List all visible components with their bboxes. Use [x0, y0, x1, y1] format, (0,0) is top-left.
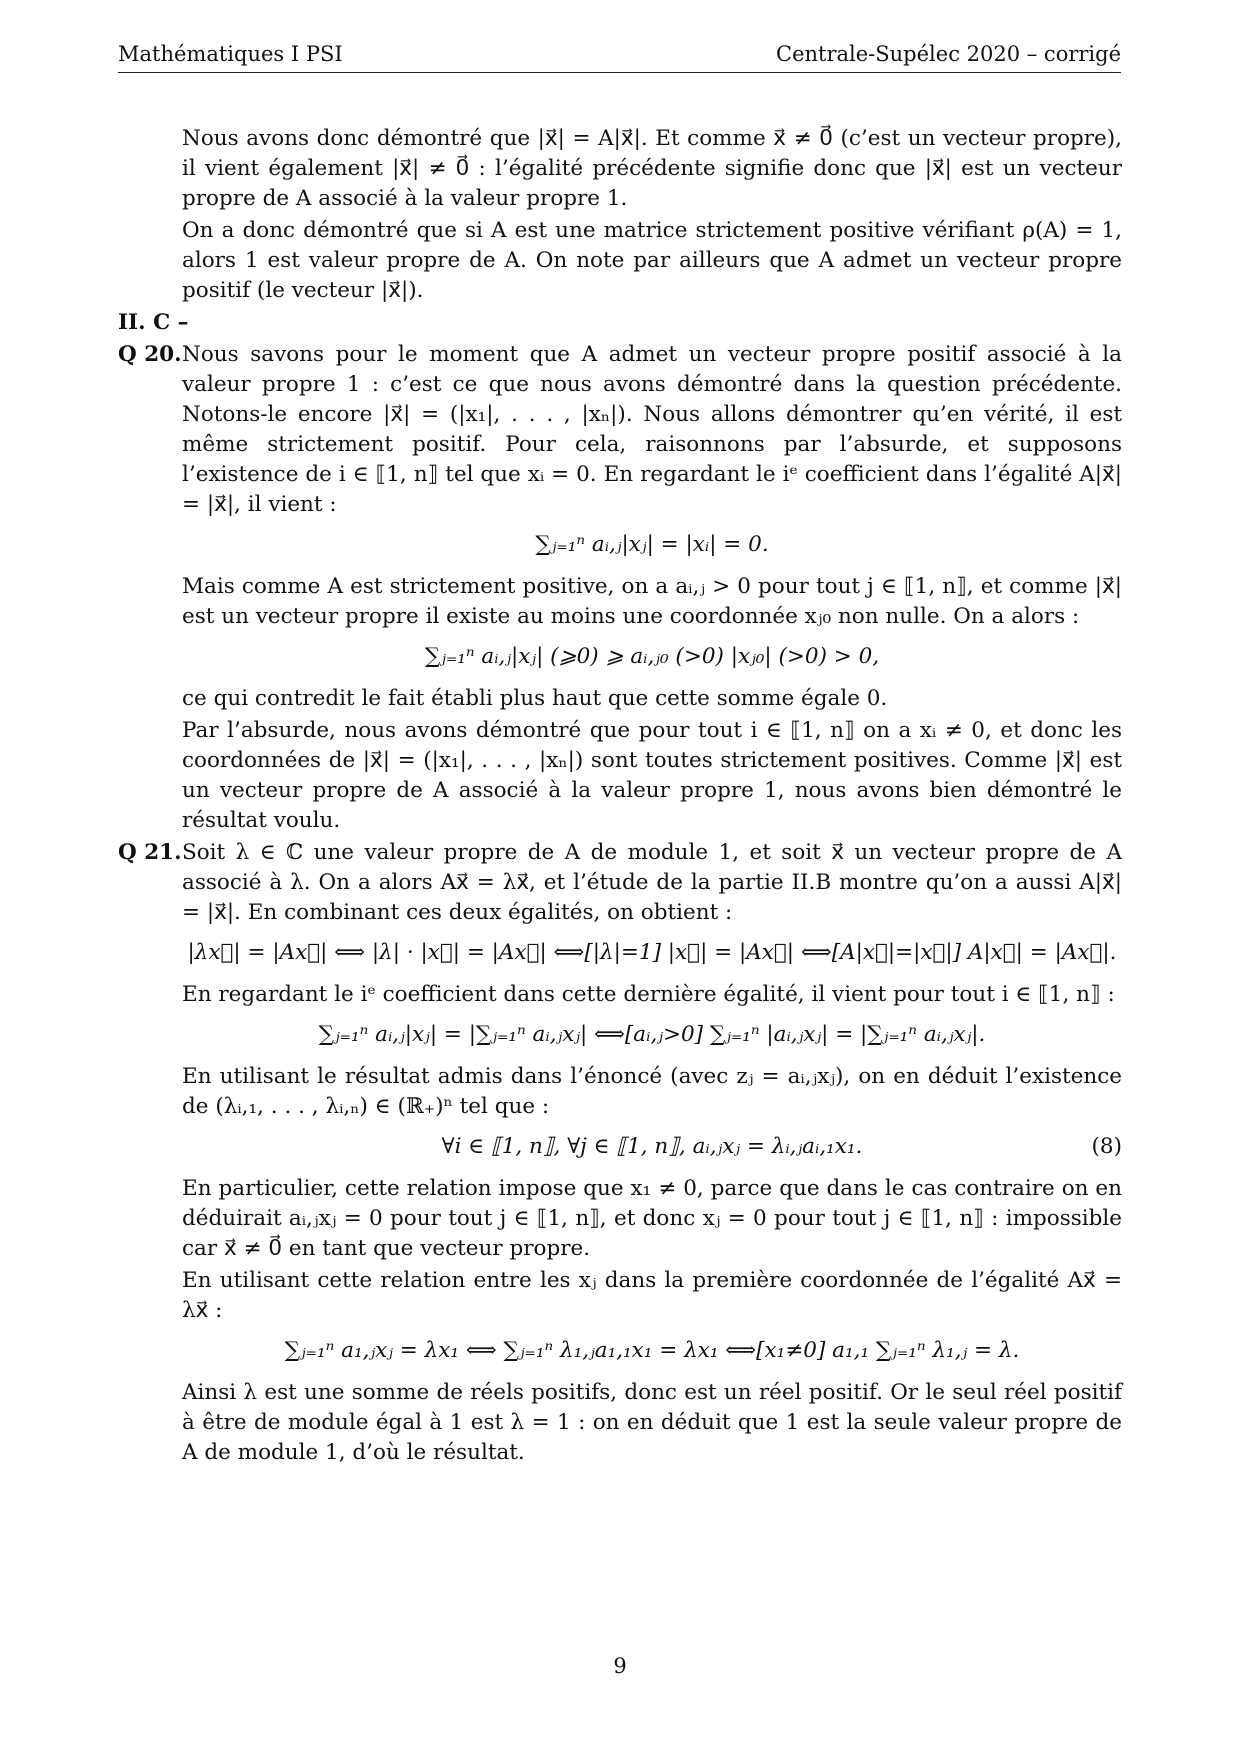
intro-paragraph-1: Nous avons donc démontré que |x⃗| = A|x⃗|. Et comme x⃗ ≠ 0⃗ (c’est un vecteur propre), il vient également |x⃗| ≠ 0⃗ : l’égalité précédente signifie donc que |x⃗| est un vecteur propre de A associé à la valeur propre 1.	[182, 126, 1122, 211]
q20-equation-1: ∑ⱼ₌₁ⁿ aᵢ,ⱼ|xⱼ| = |xᵢ| = 0.	[535, 532, 769, 557]
question-20	[118, 340, 1122, 836]
question-21-label: Q 21.	[118, 840, 182, 865]
q20-equation-2: ∑ⱼ₌₁ⁿ aᵢ,ⱼ|xⱼ| (⩾0) ⩾ aᵢ,ⱼ₀ (>0) |xⱼ₀| (>0) > 0,	[424, 644, 880, 669]
intro-paragraph-2: On a donc démontré que si A est une matrice strictement positive vérifiant ρ(A) = 1, alors 1 est valeur propre de A. On note par ailleurs que A admet un vecteur propre positif (le vecteur |x⃗|).	[182, 218, 1122, 303]
section-heading: II. C –	[118, 310, 189, 335]
q21-paragraph-6: Ainsi λ est une somme de réels positifs, donc est un réel positif. Or le seul réel positif à être de module égal à 1 est λ = 1 : on en déduit que 1 est la seule valeur propre de A de module 1, d’où le résultat.	[182, 1380, 1122, 1465]
q21-equation-3-body: ∀i ∈ ⟦1, n⟧, ∀j ∈ ⟦1, n⟧, aᵢ,ⱼxⱼ = λᵢ,ⱼaᵢ,₁x₁.	[441, 1134, 863, 1159]
q20-paragraph-2: Mais comme A est strictement positive, on a aᵢ,ⱼ > 0 pour tout j ∈ ⟦1, n⟧, et comme |x⃗| est un vecteur propre il existe au moins une coordonnée xⱼ₀ non nulle. On a alors :	[182, 574, 1122, 629]
q21-equation-4: ∑ⱼ₌₁ⁿ a₁,ⱼxⱼ = λx₁ ⟺ ∑ⱼ₌₁ⁿ λ₁,ⱼa₁,₁x₁ = λx₁ ⟺[x₁≠0] a₁,₁ ∑ⱼ₌₁ⁿ λ₁,ⱼ = λ.	[284, 1338, 1020, 1363]
header-course: Mathématiques I PSI	[118, 42, 343, 66]
q21-paragraph-4: En particulier, cette relation impose que x₁ ≠ 0, parce que dans le cas contraire on en déduirait aᵢ,ⱼxⱼ = 0 pour tout j ∈ ⟦1, n⟧, et donc xⱼ = 0 pour tout j ∈ ⟦1, n⟧ : impossible car x⃗ ≠ 0⃗ en tant que vecteur propre.	[182, 1176, 1122, 1261]
q20-paragraph-1: Nous savons pour le moment que A admet un vecteur propre positif associé à la valeur propre 1 : c’est ce que nous avons démontré dans la question précédente. Notons-le encore |x⃗| = (|x₁|, . . . , |xₙ|). Nous allons démontrer qu’en vérité, il est même strictement positif. Pour cela, raisonnons par l’absurde, et supposons l’existence de i ∈ ⟦1, n⟧ tel que xᵢ = 0. En regardant le iᵉ coefficient dans l’égalité A|x⃗| = |x⃗|, il vient :	[182, 342, 1122, 517]
q20-paragraph-4: Par l’absurde, nous avons démontré que pour tout i ∈ ⟦1, n⟧ on a xᵢ ≠ 0, et donc les coordonnées de |x⃗| = (|x₁|, . . . , |xₙ|) sont toutes strictement positives. Comme |x⃗| est un vecteur propre de A associé à la valeur propre 1, nous avons bien démontré le résultat voulu.	[182, 718, 1122, 833]
q21-equation-2: ∑ⱼ₌₁ⁿ aᵢ,ⱼ|xⱼ| = |∑ⱼ₌₁ⁿ aᵢ,ⱼxⱼ| ⟺[aᵢ,ⱼ>0] ∑ⱼ₌₁ⁿ |aᵢ,ⱼxⱼ| = |∑ⱼ₌₁ⁿ aᵢ,ⱼxⱼ|.	[318, 1022, 986, 1047]
question-21	[118, 838, 1122, 1468]
q20-paragraph-3: ce qui contredit le fait établi plus haut que cette somme égale 0.	[182, 686, 888, 711]
q21-paragraph-3: En utilisant le résultat admis dans l’énoncé (avec zⱼ = aᵢ,ⱼxⱼ), on en déduit l’existence de (λᵢ,₁, . . . , λᵢ,ₙ) ∈ (ℝ₊)ⁿ tel que :	[182, 1064, 1122, 1119]
equation-number: (8)	[1091, 1134, 1122, 1159]
q21-paragraph-1: Soit λ ∈ ℂ une valeur propre de A de module 1, et soit x⃗ un vecteur propre de A associé à λ. On a alors Ax⃗ = λx⃗, et l’étude de la partie II.B montre qu’on a aussi A|x⃗| = |x⃗|. En combinant ces deux égalités, on obtient :	[182, 840, 1122, 925]
page-header	[118, 40, 1121, 73]
q21-equation-3	[182, 1132, 1122, 1162]
q21-paragraph-2: En regardant le iᵉ coefficient dans cette dernière égalité, il vient pour tout i ∈ ⟦1, n⟧ :	[182, 982, 1115, 1007]
header-exam: Centrale-Supélec 2020 – corrigé	[776, 42, 1121, 66]
q21-equation-1: |λx⃗| = |Ax⃗| ⟺ |λ| · |x⃗| = |Ax⃗| ⟺[|λ|=1] |x⃗| = |Ax⃗| ⟺[A|x⃗|=|x⃗|] A|x⃗| = |Ax⃗|.	[187, 940, 1117, 965]
page-number: 9	[613, 1654, 627, 1678]
q21-paragraph-5: En utilisant cette relation entre les xⱼ dans la première coordonnée de l’égalité Ax⃗ = λx⃗ :	[182, 1268, 1122, 1323]
question-20-label: Q 20.	[118, 342, 182, 367]
page-body	[118, 124, 1122, 1470]
